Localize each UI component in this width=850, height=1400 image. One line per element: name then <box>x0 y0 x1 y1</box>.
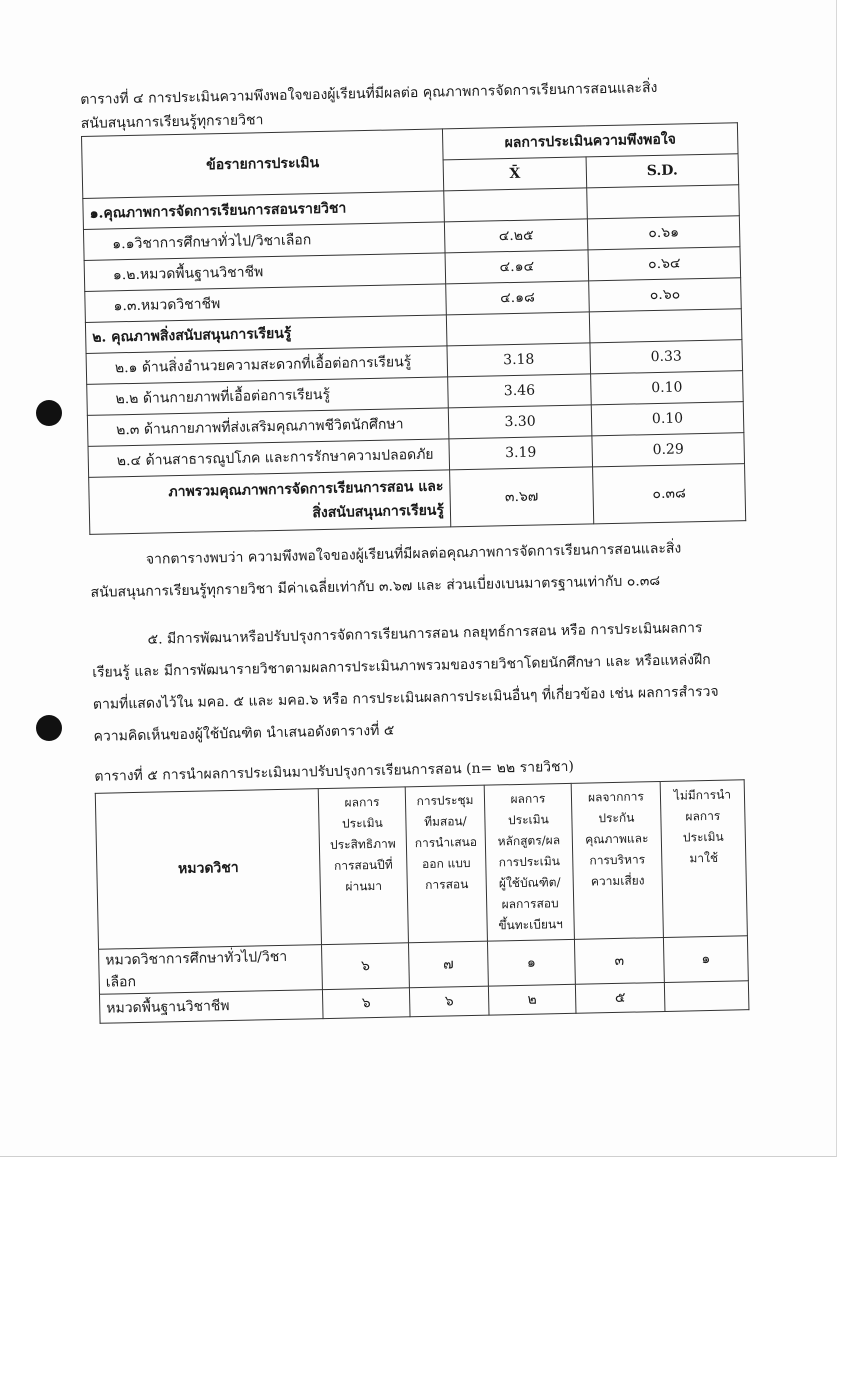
row-label: ๒.๔ ด้านสาธารณูปโภค และการรักษาความปลอดภัย <box>88 439 450 478</box>
total-label <box>89 470 451 535</box>
row-sd <box>589 309 742 343</box>
header-group: ผลการประเมินความพึงพอใจ <box>442 123 738 160</box>
header-line: ประสิทธิภาพ <box>329 836 396 852</box>
row-label: ๑.๓.หมวดวิชาชีพ <box>85 284 447 323</box>
header-category: หมวดวิชา <box>95 789 321 950</box>
row-label: ๑.คุณภาพการจัดการเรียนการสอนรายวิชา <box>83 191 445 230</box>
header-line: ผลจากการ <box>587 789 645 805</box>
header-line: การประชุม <box>416 792 474 809</box>
header-line: ประเมิน <box>341 815 383 831</box>
header-sd: S.D. <box>586 154 739 188</box>
total-label-line1: ภาพรวมคุณภาพการจัดการเรียนการสอน และ <box>168 478 444 501</box>
header-line: หลักสูตร/ผล <box>497 833 561 849</box>
row-value: ๗ <box>408 941 488 988</box>
row-label: ๒.๓ ด้านกายภาพที่ส่งเสริมคุณภาพชีวิตนักศึกษา <box>87 408 449 447</box>
row-mean <box>444 188 588 222</box>
row-sd: ๐.๖๑ <box>587 216 740 250</box>
row-sd: ๐.๖๔ <box>588 247 741 281</box>
row-value <box>664 981 749 1012</box>
header-line: ผลการ <box>510 791 546 807</box>
satisfaction-table <box>81 122 746 535</box>
paragraph2-line4: ความคิดเห็นของผู้ใช้บัณฑิต นำเสนอดังตารางที่ ๕ <box>93 722 395 745</box>
row-value: ๑ <box>487 939 575 986</box>
row-mean: 3.18 <box>447 343 591 377</box>
punch-hole <box>36 715 62 741</box>
header-line: ออก แบบ <box>421 855 471 872</box>
row-sd <box>587 185 740 219</box>
header-col3 <box>484 783 574 941</box>
header-line: คุณภาพและ <box>585 831 649 847</box>
header-item: ข้อรายการประเมิน <box>82 129 444 199</box>
header-line: การประเมิน <box>498 854 561 870</box>
paragraph1-line1: จากตารางพบว่า ความพึงพอใจของผู้เรียนที่มีผลต่อคุณภาพการจัดการเรียนการสอนและสิ่ง <box>145 540 682 568</box>
row-value: ๑ <box>663 936 748 983</box>
punch-hole <box>36 400 62 426</box>
row-sd: 0.10 <box>591 402 744 436</box>
row-label: ๒.๑ ด้านสิ่งอำนวยความสะดวกที่เอื้อต่อการเรียนรู้ <box>86 346 448 385</box>
header-line: การนำเสนอ <box>414 834 478 851</box>
paragraph2-line3: ตามที่แสดงไว้ใน มคอ. ๕ และ มคอ.๖ หรือ การประเมินผลการประเมินอื่นๆ ที่เกี่ยวข้อง เช่น ผลการสำรวจ <box>92 683 719 713</box>
row-value: ๒ <box>488 984 576 1015</box>
row-sd: 0.33 <box>590 340 743 374</box>
total-sd: ๐.๓๘ <box>593 464 746 524</box>
header-col4 <box>571 782 663 940</box>
paragraph2-line2: เรียนรู้ และ มีการพัฒนารายวิชาตามผลการประเมินภาพรวมของรายวิชาโดยนักศึกษา และ หรือแหล่งฝึก <box>92 651 711 681</box>
header-line: มาใช้ <box>689 850 719 866</box>
header-line: การสอนปีที่ <box>333 857 393 873</box>
header-line: ทีมสอน/ <box>423 814 467 829</box>
table4-caption-line1: ตารางที่ ๔ การประเมินความพึงพอใจของผู้เรียนที่มีผลต่อ คุณภาพการจัดการเรียนการสอนและสิ่ง <box>80 79 658 108</box>
page-content <box>80 74 779 1024</box>
paragraph1-line2: สนับสนุนการเรียนรู้ทุกรายวิชา มีค่าเฉลี่ยเท่ากับ ๓.๖๗ และ ส่วนเบี่ยงเบนมาตรฐานเท่ากับ ๐.๓๘ <box>90 572 661 601</box>
improvement-table <box>95 779 750 1024</box>
header-line: ไม่มีการนำ <box>673 787 732 803</box>
row-value: ๕ <box>575 982 665 1013</box>
row-value: ๖ <box>409 986 489 1017</box>
header-line: ประกัน <box>598 810 635 826</box>
row-sd: 0.29 <box>592 433 745 467</box>
row-label: ๑.๑วิชาการศึกษาทั่วไป/วิชาเลือก <box>83 222 445 261</box>
header-line: ประเมิน <box>682 829 724 845</box>
total-label-line2: สิ่งสนับสนุนการเรียนรู้ <box>312 502 445 522</box>
header-line: ผลการสอบ <box>501 896 559 912</box>
row-mean: 3.30 <box>448 405 592 439</box>
row-value: ๓ <box>574 937 664 984</box>
row-mean: ๔.๑๔ <box>445 250 589 284</box>
total-mean: ๓.๖๗ <box>450 467 594 527</box>
header-col5 <box>660 780 747 938</box>
header-line: ผลการ <box>685 808 721 824</box>
row-label: ๒.๒ ด้านกายภาพที่เอื้อต่อการเรียนรู้ <box>87 377 449 416</box>
header-line: ผ่านมา <box>345 878 383 894</box>
row-value: ๖ <box>322 988 410 1019</box>
header-col2 <box>405 785 487 943</box>
header-line: ประเมิน <box>507 812 549 828</box>
header-line: ขึ้นทะเบียนฯ <box>498 917 563 933</box>
row-mean: 3.19 <box>449 436 593 470</box>
header-line: ผู้ใช้บัณฑิต/ <box>498 875 561 891</box>
row-mean: ๔.๒๕ <box>444 219 588 253</box>
header-line: การบริหาร <box>589 852 646 868</box>
header-col1 <box>318 787 408 945</box>
table4-caption-line2: สนับสนุนการเรียนรู้ทุกรายวิชา <box>80 112 264 132</box>
row-sd: 0.10 <box>591 371 744 405</box>
header-mean: X̄ <box>443 157 587 191</box>
header-line: ความเสี่ยง <box>590 873 645 889</box>
header-line: การสอน <box>425 877 469 892</box>
row-mean: 3.46 <box>448 374 592 408</box>
row-sd: ๐.๖๐ <box>589 278 742 312</box>
row-label: หมวดวิชาการศึกษาทั่วไป/วิชาเลือก <box>99 945 323 995</box>
row-label: ๒. คุณภาพสิ่งสนับสนุนการเรียนรู้ <box>85 315 447 354</box>
row-value: ๖ <box>321 943 409 990</box>
row-label: หมวดพื้นฐานวิชาชีพ <box>99 990 323 1024</box>
row-label: ๑.๒.หมวดพื้นฐานวิชาชีพ <box>84 253 446 292</box>
paragraph2-line1: ๕. มีการพัฒนาหรือปรับปรุงการจัดการเรียนการสอน กลยุทธ์การสอน หรือ การประเมินผลการ <box>147 620 703 648</box>
table5-caption: ตารางที่ ๕ การนำผลการประเมินมาปรับปรุงการเรียนการสอน (n= ๒๒ รายวิชา) <box>94 758 575 785</box>
row-mean: ๔.๑๘ <box>446 281 590 315</box>
header-line: ผลการ <box>344 794 380 810</box>
row-mean <box>446 312 590 346</box>
